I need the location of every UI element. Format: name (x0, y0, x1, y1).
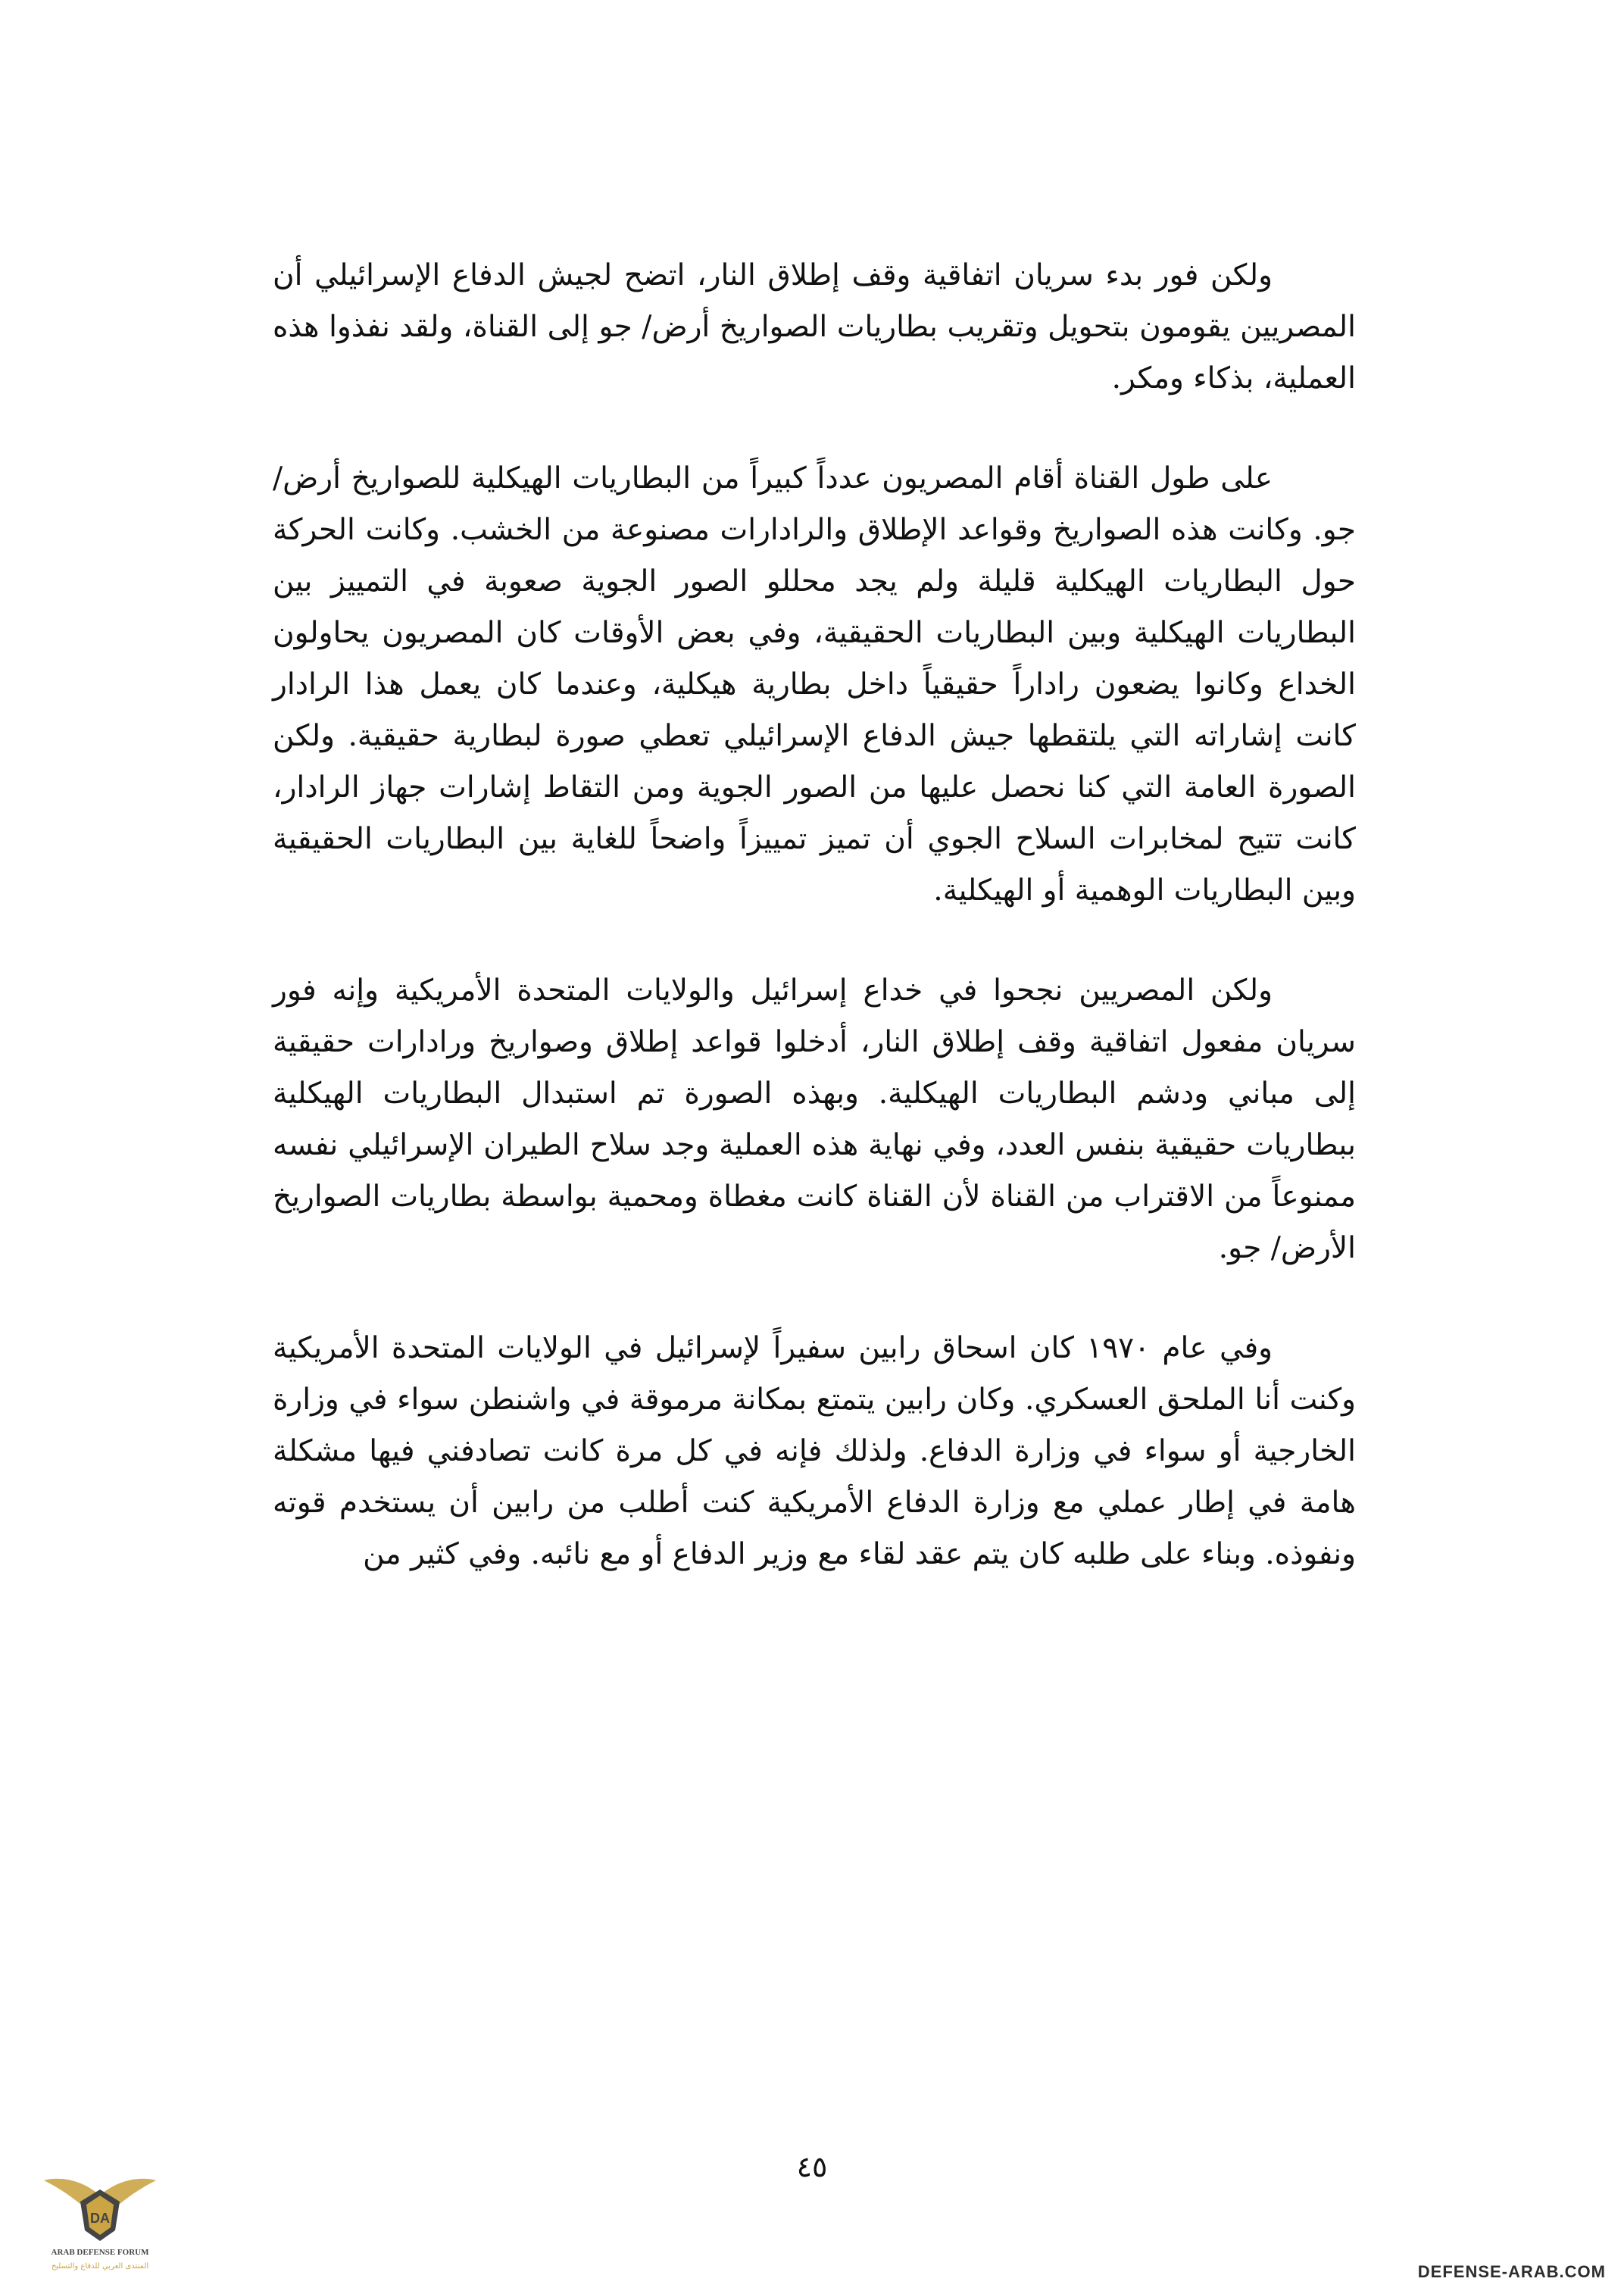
forum-logo (39, 2167, 161, 2280)
logo-arabic-text: المنتدى العربي للدفاع والتسليح (51, 2262, 149, 2271)
paragraph: ولكن المصريين نجحوا في خداع إسرائيل والولايات المتحدة الأمريكية وإنه فور سريان مفعول اتفاقية وقف إطلاق النار، أدخلوا قواعد إطلاق وصواريخ ورادارات حقيقية إلى مباني ودشم البطاريات الهيكلية. وبهذه الصورة تم استبدال البطاريات الهيكلية ببطاريات حقيقية بنفس العدد، وفي نهاية هذه العملية وجد سلاح الطيران الإسرائيلي نفسه ممنوعاً من الاقتراب من القناة لأن القناة كانت مغطاة ومحمية بواسطة بطاريات الصواريخ الأرض/ جو. (273, 974, 1356, 1265)
page-body (273, 250, 1356, 1580)
paragraph-gap (273, 405, 1356, 453)
paragraph: ولكن فور بدء سريان اتفاقية وقف إطلاق النار، اتضح لجيش الدفاع الإسرائيلي أن المصريين يقومون بتحويل وتقريب بطاريات الصواريخ أرض/ جو إلى القناة، ولقد نفذوا هذه العملية، بذكاء ومكر. (273, 258, 1356, 395)
logo-english-text: ARAB DEFENSE FORUM (51, 2248, 149, 2257)
paragraph-gap (273, 1274, 1356, 1323)
forum-logo-emblem (39, 2167, 161, 2280)
logo-initials: DA (90, 2211, 110, 2226)
page-number: ٤٥ (796, 2150, 828, 2183)
paragraph-gap (273, 917, 1356, 965)
paragraph: على طول القناة أقام المصريون عدداً كبيراً من البطاريات الهيكلية للصواريخ أرض/ جو. وكانت هذه الصواريخ وقواعد الإطلاق والرادارات مصنوعة من الخشب. وكانت الحركة حول البطاريات الهيكلية قليلة ولم يجد محللو الصور الجوية صعوبة في التمييز بين البطاريات الهيكلية وبين البطاريات الحقيقية، وفي بعض الأوقات كان المصريون يحاولون الخداع وكانوا يضعون راداراً حقيقياً داخل بطارية هيكلية، وعندما كان يعمل هذا الرادار كانت إشاراته التي يلتقطها جيش الدفاع الإسرائيلي تعطي صورة لبطارية حقيقية. ولكن الصورة العامة التي كنا نحصل عليها من الصور الجوية ومن التقاط إشارات جهاز الرادار، كانت تتيح لمخابرات السلاح الجوي أن تميز تمييزاً واضحاً للغاية بين البطاريات الحقيقية وبين البطاريات الوهمية أو الهيكلية. (273, 461, 1356, 908)
paragraph: وفي عام ١٩٧٠ كان اسحاق رابين سفيراً لإسرائيل في الولايات المتحدة الأمريكية وكنت أنا الملحق العسكري. وكان رابين يتمتع بمكانة مرموقة في واشنطن سواء في وزارة الخارجية أو سواء في وزارة الدفاع. ولذلك فإنه في كل مرة كانت تصادفني فيها مشكلة هامة في إطار عملي مع وزارة الدفاع الأمريكية كنت أطلب من رابين أن يستخدم قوته ونفوذه. وبناء على طلبه كان يتم عقد لقاء مع وزير الدفاع أو مع نائبه. وفي كثير من (273, 1331, 1356, 1571)
site-watermark: DEFENSE-ARAB.COM (1417, 2262, 1606, 2281)
